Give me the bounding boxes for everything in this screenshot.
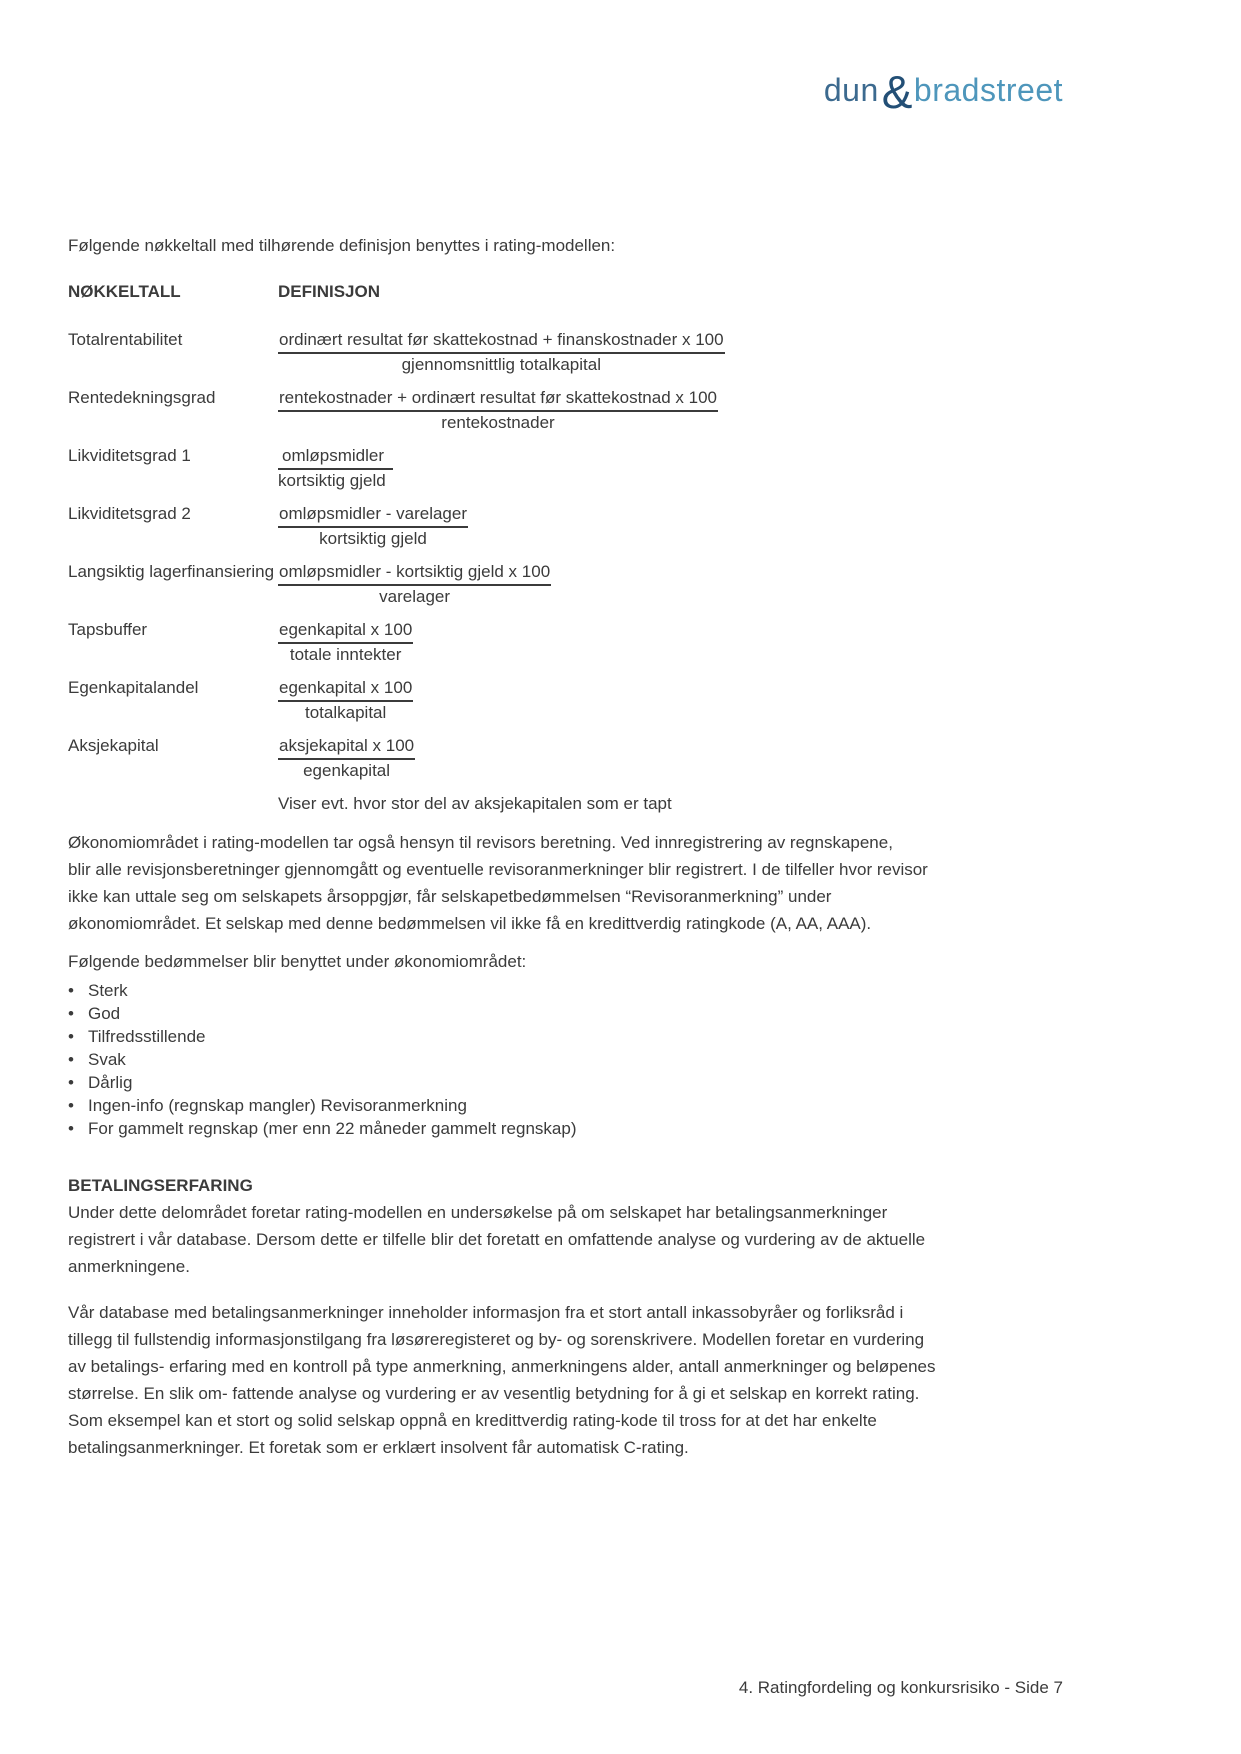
fraction-numerator: omløpsmidler - kortsiktig gjeld x 100 bbox=[278, 561, 551, 586]
fraction-numerator: rentekostnader + ordinært resultat før skattekostnad x 100 bbox=[278, 387, 718, 412]
fraction-denominator: rentekostnader bbox=[441, 413, 555, 432]
list-item bbox=[68, 1025, 577, 1048]
ratio-label: Likviditetsgrad 2 bbox=[68, 504, 191, 523]
ratio-fraction bbox=[278, 561, 551, 608]
fraction-denominator: totalkapital bbox=[305, 703, 387, 722]
list-item bbox=[68, 1094, 577, 1117]
ratio-fraction bbox=[278, 329, 725, 376]
table-row bbox=[68, 329, 1068, 376]
assessments-title: Følgende bedømmelser blir benyttet under økonomiområdet: bbox=[68, 952, 527, 971]
bullet-icon bbox=[68, 1071, 88, 1094]
paragraph-payment-intro: Under dette delområdet foretar rating-modellen en undersøkelse på om selskapet har betalingsanmerkninger registrert i vår database. Dersom dette er tilfelle blir det foretatt en omfattende analyse og vurdering av de aktuelle anmerkningene. bbox=[68, 1203, 926, 1276]
fraction-denominator: totale inntekter bbox=[289, 645, 402, 664]
paragraph-database: Vår database med betalingsanmerkninger inneholder informasjon fra et stort antall inkassobyråer og forliksråd i tillegg til fullstendig informasjonstilgang fra løsøreregisteret og by- og sorenskrivere. Modellen foretar en vurdering av betalings- erfaring med en kontroll på type anmerkning, anmerkningens alder, antall anmerkninger og beløpenes størrelse. En slik om- fattende analyse og vurdering er av vesentlig betydning for å gi et selskap en korrekt rating. Som eksempel kan et stort og solid selskap oppnå en kredittverdig rating-kode til tross for at det har enkelte betalingsanmerkninger. Et foretak som er erklært insolvent får automatisk C-rating. bbox=[68, 1303, 936, 1457]
list-item-label: Ingen-info (regnskap mangler) Revisoranmerkning bbox=[88, 1096, 467, 1115]
fraction-numerator: egenkapital x 100 bbox=[278, 619, 413, 644]
bullet-icon bbox=[68, 1002, 88, 1025]
list-item-label: Dårlig bbox=[88, 1073, 133, 1092]
assessments-section bbox=[68, 948, 577, 1140]
ratio-label: Langsiktig lagerfinansiering bbox=[68, 562, 275, 581]
table-row bbox=[68, 677, 1068, 724]
fraction-denominator: kortsiktig gjeld bbox=[319, 529, 427, 548]
fraction-denominator: varelager bbox=[379, 587, 451, 606]
bullet-icon bbox=[68, 1117, 88, 1140]
fraction-numerator: egenkapital x 100 bbox=[278, 677, 413, 702]
ratio-fraction bbox=[278, 677, 413, 724]
ratio-fraction bbox=[278, 619, 413, 666]
fraction-numerator: omløpsmidler - varelager bbox=[278, 503, 468, 528]
list-item bbox=[68, 1071, 577, 1094]
paragraph-economy: Økonomiområdet i rating-modellen tar også hensyn til revisors beretning. Ved innregistrering av regnskapene, blir alle revisjonsberetninger gjennomgått og eventuelle revisoranmerkninger blir registrert. I de tilfeller hvor revisor ikke kan uttale seg om selskapets årsoppgjør, får selskapetbedømmelsen “Revisoranmerkning” under økonomiområdet. Et selskap med denne bedømmelsen vil ikke få en kredittverdig ratingkode (A, AA, AAA). bbox=[68, 833, 928, 933]
table-row bbox=[68, 387, 1068, 434]
table-row bbox=[68, 561, 1068, 608]
fraction-denominator: egenkapital bbox=[303, 761, 391, 780]
fraction-denominator: gjennomsnittlig totalkapital bbox=[401, 355, 601, 374]
fraction-numerator: omløpsmidler bbox=[278, 445, 393, 470]
payment-experience-section bbox=[68, 1172, 925, 1280]
bullet-icon bbox=[68, 1094, 88, 1117]
bullet-icon bbox=[68, 1025, 88, 1048]
table-note: Viser evt. hvor stor del av aksjekapitalen som er tapt bbox=[278, 794, 672, 813]
logo-ampersand-icon: & bbox=[881, 66, 913, 118]
key-figures-table bbox=[68, 281, 1068, 815]
ratio-fraction bbox=[278, 735, 415, 782]
column-header-key: NØKKELTALL bbox=[68, 282, 181, 301]
list-item-label: Svak bbox=[88, 1050, 126, 1069]
ratio-label: Egenkapitalandel bbox=[68, 678, 199, 697]
section-title: BETALINGSERFARING bbox=[68, 1176, 253, 1195]
ratio-label: Rentedekningsgrad bbox=[68, 388, 216, 407]
column-header-definition: DEFINISJON bbox=[278, 282, 381, 301]
ratio-fraction bbox=[278, 445, 393, 492]
ratio-fraction bbox=[278, 387, 718, 434]
fraction-numerator: aksjekapital x 100 bbox=[278, 735, 415, 760]
table-row bbox=[68, 735, 1068, 782]
list-item-label: God bbox=[88, 1004, 121, 1023]
intro-line: Følgende nøkkeltall med tilhørende definisjon benyttes i rating-modellen: bbox=[68, 236, 616, 255]
table-row bbox=[68, 503, 1068, 550]
ratio-label: Totalrentabilitet bbox=[68, 330, 183, 349]
logo-text-dun: dun bbox=[823, 72, 879, 108]
page-footer: 4. Ratingfordeling og konkursrisiko - Side 7 bbox=[738, 1678, 1063, 1697]
list-item bbox=[68, 1117, 577, 1140]
ratio-label: Likviditetsgrad 1 bbox=[68, 446, 191, 465]
list-item bbox=[68, 979, 577, 1002]
ratio-label: Tapsbuffer bbox=[68, 620, 148, 639]
list-item bbox=[68, 1002, 577, 1025]
table-row bbox=[68, 619, 1068, 666]
bullet-icon bbox=[68, 979, 88, 1002]
logo-text-bradstreet: bradstreet bbox=[913, 72, 1063, 108]
bullet-icon bbox=[68, 1048, 88, 1071]
list-item-label: For gammelt regnskap (mer enn 22 måneder gammelt regnskap) bbox=[88, 1119, 577, 1138]
fraction-numerator: ordinært resultat før skattekostnad + finanskostnader x 100 bbox=[278, 329, 725, 354]
table-header-row bbox=[68, 281, 1068, 303]
ratio-label: Aksjekapital bbox=[68, 736, 159, 755]
list-item-label: Sterk bbox=[88, 981, 128, 1000]
list-item bbox=[68, 1048, 577, 1071]
list-item-label: Tilfredsstillende bbox=[88, 1027, 206, 1046]
dun-bradstreet-logo bbox=[823, 66, 1063, 118]
table-row bbox=[68, 445, 1068, 492]
fraction-denominator: kortsiktig gjeld bbox=[278, 471, 386, 490]
ratio-fraction bbox=[278, 503, 468, 550]
